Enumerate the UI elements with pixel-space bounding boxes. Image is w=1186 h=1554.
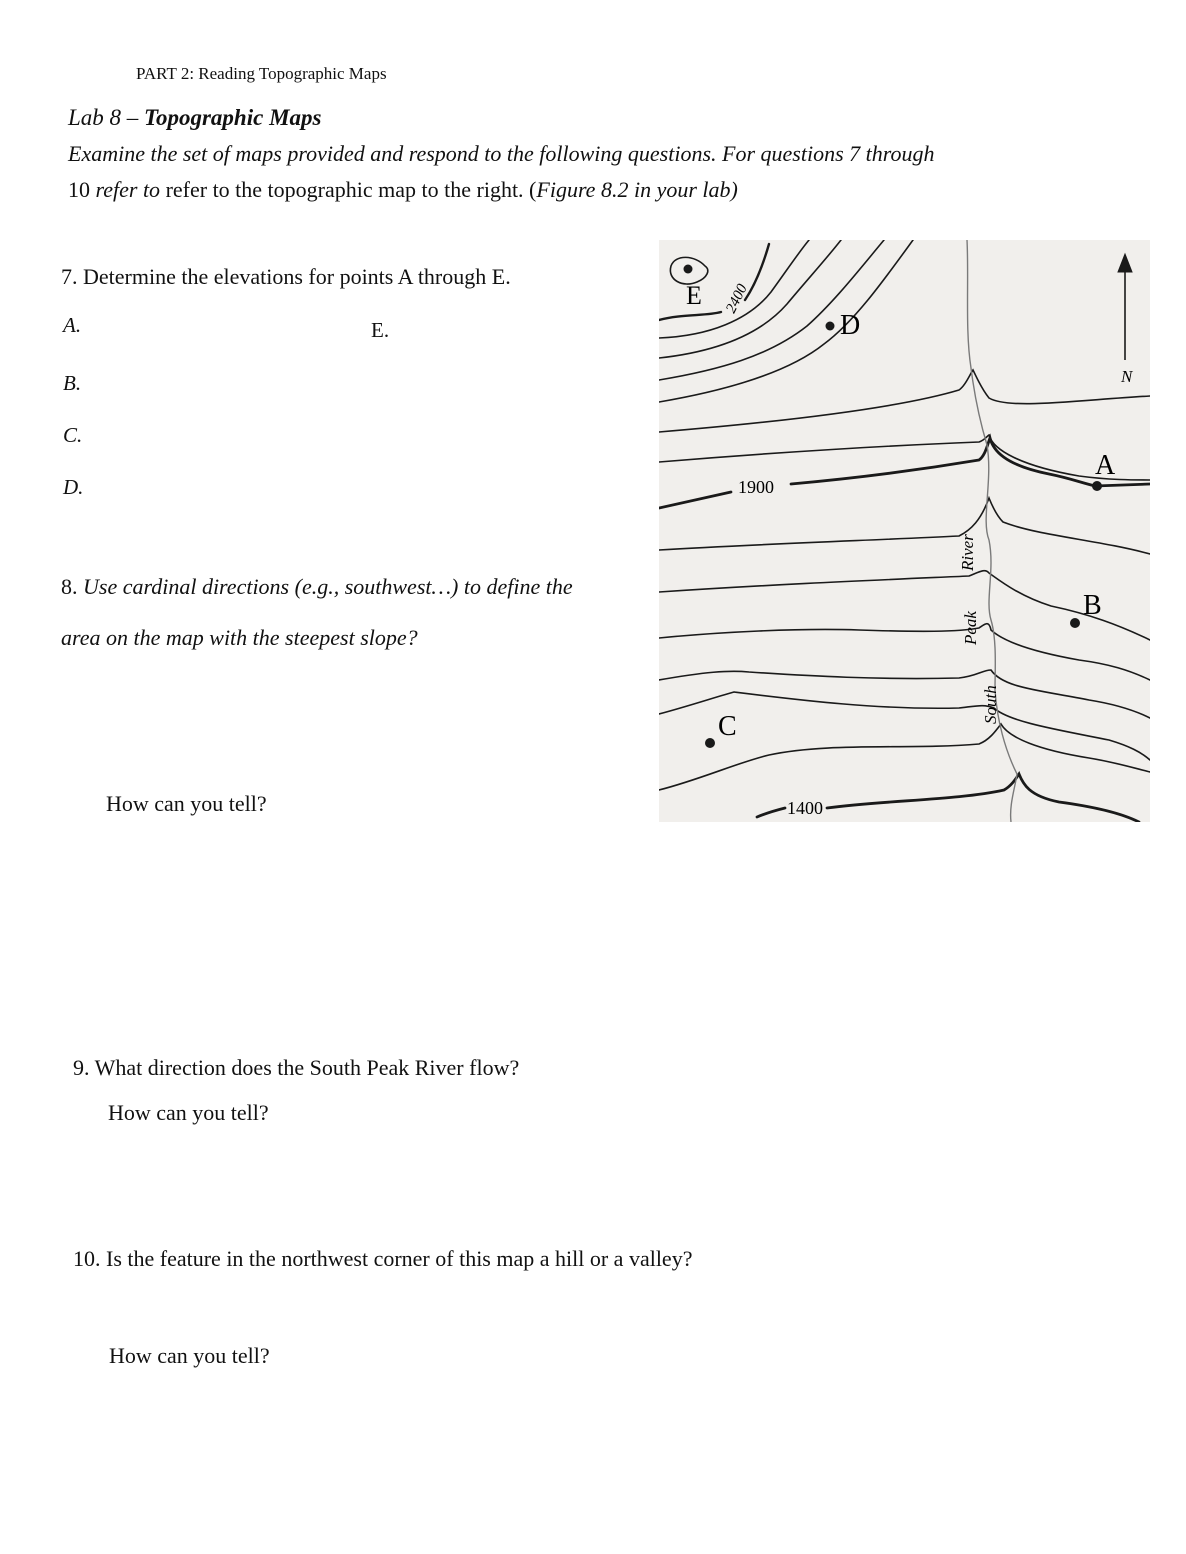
question-8-number: 8. (61, 574, 83, 599)
point-d-label: D (840, 310, 861, 341)
question-8-text: Use cardinal directions (e.g., southwest…) to define the (83, 574, 573, 599)
point-e-label: E (686, 281, 702, 310)
answer-label-a: A. (63, 313, 82, 337)
contour-label-1400: 1400 (787, 798, 823, 818)
how-can-you-tell-q8: How can you tell? (106, 791, 267, 816)
lab-prefix: Lab 8 – (68, 105, 145, 130)
lab-name: Topographic Maps (144, 105, 322, 130)
how-can-you-tell-q9: How can you tell? (108, 1100, 269, 1125)
question-9: 9. What direction does the South Peak River flow? (73, 1055, 520, 1080)
river-label-peak: Peak (961, 611, 980, 645)
question-8-line-1 (61, 574, 573, 600)
river-label-river: River (958, 534, 977, 571)
contour-label-2400: 2400 (723, 281, 751, 316)
point-d-dot (826, 322, 835, 331)
point-e-dot (684, 265, 693, 274)
contour-label-1900: 1900 (738, 477, 774, 497)
question-8-line-2: area on the map with the steepest slope? (61, 625, 418, 650)
answer-label-e: E. (371, 318, 390, 342)
river-label-south: South (981, 685, 1000, 724)
question-7: 7. Determine the elevations for points A through E. (61, 264, 511, 289)
question-10: 10. Is the feature in the northwest corner of this map a hill or a valley? (73, 1246, 693, 1271)
point-b-dot (1070, 618, 1080, 628)
intro-refer: refer to (95, 177, 161, 202)
answer-label-d: D. (63, 475, 84, 499)
topographic-map (659, 240, 1150, 822)
intro-number: 10 (68, 177, 96, 202)
answer-label-b: B. (63, 371, 82, 395)
north-label: N (1121, 367, 1133, 386)
lab-title (68, 105, 321, 131)
how-can-you-tell-q10: How can you tell? (109, 1343, 270, 1368)
intro-rest: refer to the topographic map to the right. ( (160, 177, 537, 202)
page-header: PART 2: Reading Topographic Maps (136, 64, 387, 83)
point-c-dot (705, 738, 715, 748)
point-b-label: B (1083, 590, 1102, 621)
point-c-label: C (718, 711, 737, 742)
point-a-label: A (1095, 450, 1116, 481)
point-a-dot (1092, 481, 1102, 491)
intro-line-2 (68, 177, 738, 203)
intro-figure: Figure 8.2 in your lab) (536, 177, 738, 202)
intro-line-1: Examine the set of maps provided and respond to the following questions. For questions 7 through (68, 141, 935, 166)
answer-label-c: C. (63, 423, 83, 447)
